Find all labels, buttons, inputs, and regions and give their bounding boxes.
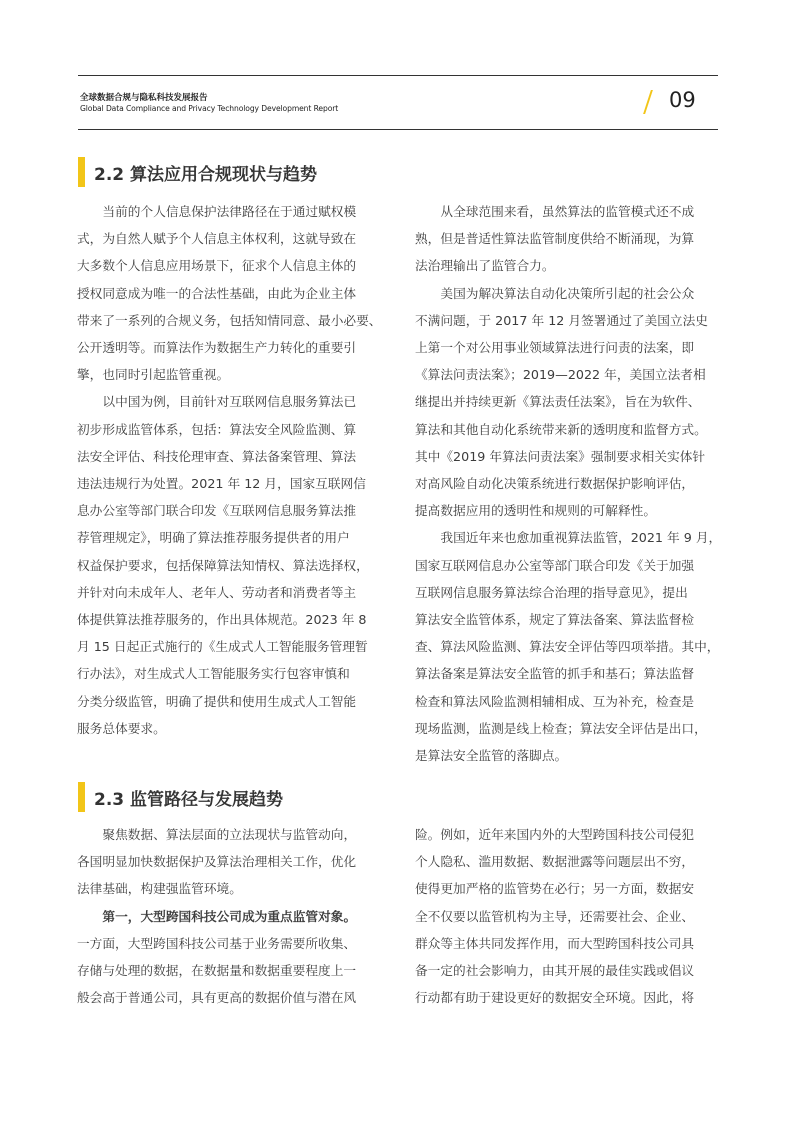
text-line: 对高风险自动化决策系统进行数据保护影响评估， — [415, 476, 695, 492]
text-line: 个人隐私、滥用数据、数据泄露等问题层出不穷， — [415, 854, 695, 870]
text-line: 分类分级监管，明确了提供和使用生成式人工智能 — [77, 693, 357, 709]
section-2-2-left-column — [77, 198, 382, 742]
text-line: 式，为自然人赋予个人信息主体权利，这就导致在 — [77, 231, 357, 247]
report-title-cn: 全球数据合规与隐私科技发展报告 — [80, 93, 208, 103]
text-line: 险。例如，近年来国内外的大型跨国科技公司侵犯 — [415, 827, 695, 842]
text-line: 我国近年来也愈加重视算法监管，2021 年 9 月， — [440, 530, 722, 546]
section-heading-2-2 — [78, 157, 317, 187]
text-line: 提高数据应用的透明性和规则的可解释性。 — [415, 503, 657, 519]
text-line: 检查和算法风险监测相辅相成、互为补充，检查是 — [415, 693, 695, 709]
text-line: 不满问题，于 2017 年 12 月签署通过了美国立法史 — [415, 312, 708, 328]
text-line: 算法备案是算法安全监管的抓手和基石；算法监督 — [415, 666, 695, 682]
text-line: 初步形成监管体系，包括：算法安全风险监测、算 — [77, 421, 357, 437]
text-line: 是算法安全监管的落脚点。 — [415, 748, 568, 764]
text-line: 荐管理规定》，明确了算法推荐服务提供者的用户 — [77, 530, 350, 546]
text-line: 从全球范围来看，虽然算法的监管模式还不成 — [440, 204, 695, 219]
text-line: 国家互联网信息办公室等部门联合印发《关于加强 — [415, 557, 695, 573]
text-line: 并针对向未成年人、老年人、劳动者和消费者等主 — [77, 584, 357, 600]
text-line: 使得更加严格的监管势在必行；另一方面，数据安 — [415, 881, 695, 897]
text-line: 美国为解决算法自动化决策所引起的社会公众 — [440, 285, 695, 301]
text-line: 聚焦数据、算法层面的立法现状与监管动向， — [102, 827, 357, 842]
text-line: 《算法问责法案》；2019—2022 年，美国立法者相 — [415, 367, 706, 383]
section-title: 2.2 算法应用合规现状与趋势 — [94, 164, 318, 185]
text-line: 各国明显加快数据保护及算法治理相关工作，优化 — [77, 854, 357, 870]
text-line: 现场监测，监测是线上检查；算法安全评估是出口， — [415, 720, 707, 736]
text-line: 违法违规行为处置。2021 年 12 月，国家互联网信 — [77, 476, 366, 492]
section-2-3-right-column — [415, 821, 715, 1011]
text-line: 群众等主体共同发挥作用，而大型跨国科技公司具 — [415, 935, 695, 951]
page-number-divider — [643, 90, 653, 114]
section-accent-bar — [78, 157, 85, 187]
text-line: 法安全评估、科技伦理审查、算法备案管理、算法 — [77, 448, 357, 464]
text-line: 查、算法风险监测、算法安全评估等四项举措。其中， — [415, 639, 720, 655]
text-line: 其中《2019 年算法问责法案》强制要求相关实体针 — [415, 448, 706, 464]
text-line: 授权同意成为唯一的合法性基础，由此为企业主体 — [77, 285, 357, 301]
text-line: 行动都有助于建设更好的数据安全环境。因此，将 — [415, 990, 695, 1006]
section-title: 2.3 监管路径与发展趋势 — [94, 789, 284, 810]
text-line: 带来了一系列的合规义务，包括知情同意、最小必要、 — [77, 312, 382, 328]
text-line: 以中国为例，目前针对互联网信息服务算法已 — [102, 394, 357, 410]
text-line: 全不仅要以监管机构为主导，还需要社会、企业、 — [415, 908, 695, 924]
text-line: 体提供算法推荐服务的，作出具体规范。2023 年 8 — [77, 612, 367, 628]
text-line: 息办公室等部门联合印发《互联网信息服务算法推 — [77, 503, 357, 519]
header-top-rule — [78, 75, 718, 76]
section-heading-2-3 — [78, 782, 283, 812]
text-line: 行办法》，对生成式人工智能服务实行包容审慎和 — [77, 666, 350, 682]
text-line: 法律基础，构建强监管环境。 — [77, 881, 242, 897]
text-line: 般会高于普通公司，具有更高的数据价值与潜在风 — [77, 990, 357, 1006]
text-line: 月 15 日起正式施行的《生成式人工智能服务管理暂 — [77, 639, 368, 655]
text-line: 服务总体要求。 — [77, 720, 166, 736]
text-line: 权益保护要求，包括保障算法知情权、算法选择权， — [77, 557, 369, 573]
text-line: 继提出并持续更新《算法责任法案》，旨在为软件、 — [415, 394, 701, 410]
section-2-3-left-column — [77, 821, 377, 1011]
text-line: 备一定的社会影响力，由其开展的最佳实践或倡议 — [415, 963, 695, 979]
text-line: 算法和其他自动化系统带来新的透明度和监督方式。 — [415, 421, 707, 437]
section-accent-bar — [78, 782, 85, 812]
text-line: 互联网信息服务算法综合治理的指导意见》，提出 — [415, 584, 688, 600]
report-title-en: Global Data Compliance and Privacy Technology Development Report — [80, 104, 339, 113]
section-2-2-right-column — [415, 198, 722, 769]
header-bottom-rule — [78, 129, 718, 130]
text-line: 大多数个人信息应用场景下，征求个人信息主体的 — [77, 258, 357, 274]
text-line: 当前的个人信息保护法律路径在于通过赋权模 — [102, 204, 357, 219]
text-line: 擎，也同时引起监管重视。 — [77, 367, 230, 383]
text-line: 存储与处理的数据，在数据量和数据重要程度上一 — [77, 963, 357, 979]
text-line: 一方面，大型跨国科技公司基于业务需要所收集、 — [77, 935, 357, 951]
text-line: 算法安全监管体系，规定了算法备案、算法监督检 — [415, 612, 695, 628]
page-number: 09 — [669, 88, 696, 112]
text-line: 公开透明等。而算法作为数据生产力转化的重要引 — [77, 340, 357, 356]
text-line: 熟，但是普适性算法监管制度供给不断涌现，为算 — [415, 231, 695, 247]
text-line: 第一，大型跨国科技公司成为重点监管对象。 — [102, 908, 357, 924]
text-line: 法治理输出了监管合力。 — [415, 258, 555, 274]
text-line: 上第一个对公用事业领域算法进行问责的法案，即 — [415, 340, 695, 356]
